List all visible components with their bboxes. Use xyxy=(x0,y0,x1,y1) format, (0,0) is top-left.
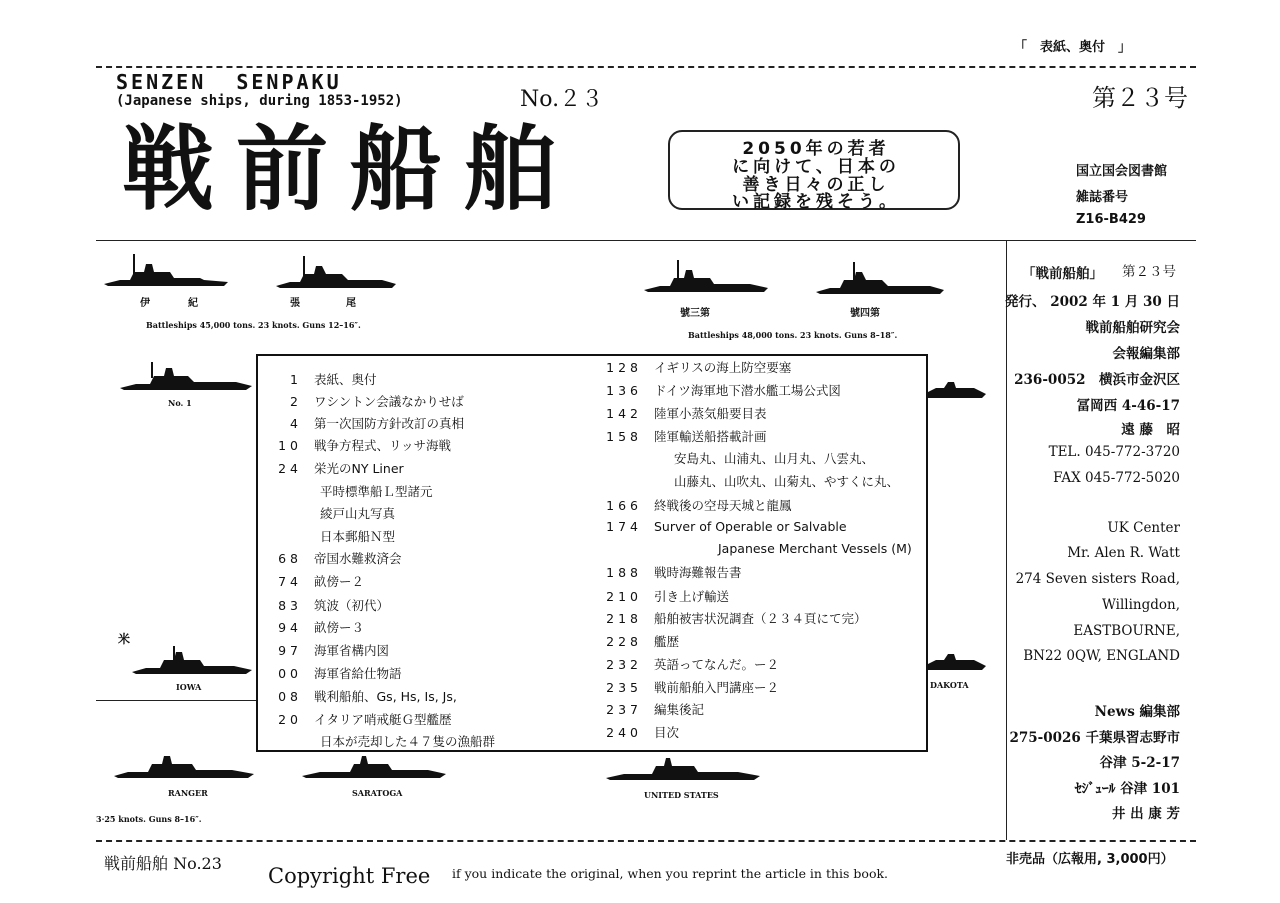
caption-ise-1: 伊 xyxy=(140,298,150,309)
sidebar-divider xyxy=(1006,240,1007,840)
colophon-postal-city: 236-0052 横浜市金沢区 xyxy=(1014,372,1180,388)
toc-subitem: 日本郵船Ｎ型 xyxy=(320,529,396,544)
caption-top-right-spec: Battleships 48,000 tons. 23 knots. Guns 8–18″. xyxy=(688,330,898,340)
battleship-silhouettes-top-left xyxy=(100,250,400,300)
toc-item: 94 畝傍ー３ xyxy=(278,620,365,635)
caption-dakota: DAKOTA xyxy=(930,680,969,690)
toc-item: 210 引き上げ輸送 xyxy=(606,589,730,604)
colophon-title: 「戦前船舶」 xyxy=(1022,266,1103,282)
toc-subitem: 綾戸山丸写真 xyxy=(320,506,396,521)
news-dept: News 編集部 xyxy=(1094,704,1180,720)
page-header-label: 「 表紙、奥付 」 xyxy=(1014,40,1132,55)
toc-item: 174 Surver of Operable or Salvable xyxy=(606,519,847,534)
toc-item: 68 帝国水難救済会 xyxy=(278,551,402,566)
caption-bottom-spec: 3·25 knots. Guns 8–16″. xyxy=(96,814,202,824)
table-of-contents xyxy=(256,354,928,752)
battleship-silhouettes-top-right xyxy=(640,258,950,302)
colophon-fax: FAX 045-772-5020 xyxy=(1053,470,1180,486)
toc-item: 235 戦前船舶入門講座ー２ xyxy=(606,680,780,695)
toc-subitem: Japanese Merchant Vessels (M) xyxy=(718,541,912,556)
caption-owari-2: 尾 xyxy=(346,298,356,309)
colophon-org: 戦前船舶研究会 xyxy=(1085,320,1180,336)
toc-item: 24 栄光のNY Liner xyxy=(278,461,404,476)
caption-no3: 號三第 xyxy=(680,308,710,319)
price: 非売品（広報用, 3,000円） xyxy=(1006,852,1174,867)
uk-address-3: EASTBOURNE, xyxy=(1073,623,1180,639)
issue-number-ja: 第２３号 xyxy=(1092,84,1188,112)
english-title: SENZEN SENPAKU xyxy=(116,70,342,94)
kanji-title: 戦前船舶 xyxy=(122,116,579,223)
top-dashed-rule xyxy=(96,66,1196,68)
bottom-dashed-rule xyxy=(96,840,1196,842)
toc-item: 228 艦歴 xyxy=(606,634,680,649)
toc-item: 08 戦利船舶、Gs, Hs, Is, Js, xyxy=(278,689,457,704)
toc-item: 83 筑波（初代） xyxy=(278,598,390,613)
toc-item: 1 表紙、奥付 xyxy=(290,372,377,387)
footer-title: 戦前船舶 No.23 xyxy=(104,854,222,873)
toc-subitem: 平時標準船Ｌ型諸元 xyxy=(320,484,433,499)
ship-right-partial-silhouette xyxy=(924,374,988,402)
uk-center: UK Center xyxy=(1107,520,1180,536)
copyright: Copyright Free xyxy=(268,864,431,888)
caption-iowa: IOWA xyxy=(176,682,202,692)
ndl-code: Z16-B429 xyxy=(1076,212,1146,227)
toc-item: 2 ワシントン会議なかりせば xyxy=(290,394,464,409)
uk-address-2: Willingdon, xyxy=(1101,597,1180,613)
us-mark: 米 xyxy=(118,632,131,646)
masthead-rule xyxy=(96,240,1196,241)
colophon-tel: TEL. 045-772-3720 xyxy=(1048,444,1180,460)
colophon-address: 冨岡西 4-46-17 xyxy=(1076,398,1180,414)
ship-united-states-silhouette xyxy=(604,752,764,786)
toc-item: 240 目次 xyxy=(606,725,680,740)
toc-item: 97 海軍省構内図 xyxy=(278,643,390,658)
uk-name: Mr. Alen R. Watt xyxy=(1067,545,1180,561)
toc-item: 136 ドイツ海軍地下潜水艦工場公式図 xyxy=(606,383,841,398)
ship-ranger-silhouette xyxy=(112,750,258,784)
toc-subitem: 安島丸、山浦丸、山月丸、八雲丸、 xyxy=(674,451,875,466)
ship-iowa-silhouette xyxy=(130,646,256,678)
issue-number: No.２３ xyxy=(520,87,604,112)
ship-saratoga-silhouette xyxy=(300,752,450,784)
caption-saratoga: SARATOGA xyxy=(352,788,403,798)
toc-subitem: 日本が売却した４７隻の漁船群 xyxy=(320,734,496,749)
caption-top-left-spec: Battleships 45,000 tons. 23 knots. Guns 12–16″. xyxy=(146,320,361,330)
news-address-1: 谷津 5-2-17 xyxy=(1099,755,1180,771)
english-subtitle: (Japanese ships, during 1853-1952) xyxy=(116,93,403,109)
news-name: 井 出 康 芳 xyxy=(1111,806,1180,822)
caption-no1: No. 1 xyxy=(168,398,192,408)
caption-ise-2: 紀 xyxy=(188,298,198,309)
colophon-dept: 会報編集部 xyxy=(1112,346,1180,362)
copyright-note: if you indicate the original, when you reprint the article in this book. xyxy=(452,866,889,881)
toc-item: 142 陸軍小蒸気船要目表 xyxy=(606,406,767,421)
toc-item: 128 イギリスの海上防空要塞 xyxy=(606,360,792,375)
toc-subitem: 山藤丸、山吹丸、山菊丸、やすくに丸、 xyxy=(674,474,900,489)
colophon-name: 遠 藤 昭 xyxy=(1121,422,1180,438)
toc-item: 00 海軍省給仕物語 xyxy=(278,666,402,681)
ship-no1-silhouette xyxy=(116,362,256,394)
toc-item: 166 終戦後の空母天城と龍鳳 xyxy=(606,498,792,513)
colophon-issue: 第２３号 xyxy=(1122,264,1176,280)
toc-item: 10 戦争方程式、リッサ海戦 xyxy=(278,438,452,453)
slogan-box xyxy=(668,130,960,210)
uk-address-4: BN22 0QW, ENGLAND xyxy=(1023,648,1180,664)
ndl-label: 雑誌番号 xyxy=(1076,190,1129,205)
slogan-line-1: 2050年の若者 xyxy=(742,139,890,159)
slogan-line-3: 善き日々の正し xyxy=(742,175,890,195)
uk-address-1: 274 Seven sisters Road, xyxy=(1015,571,1180,587)
slogan-line-2: に向けて、日本の xyxy=(732,157,900,177)
toc-item: 218 船舶被害状況調査（２３４頁にて完） xyxy=(606,611,867,626)
toc-item: 74 畝傍ー２ xyxy=(278,574,365,589)
caption-ranger: RANGER xyxy=(168,788,208,798)
toc-item: 232 英語ってなんだ。ー２ xyxy=(606,657,780,672)
caption-no4: 號四第 xyxy=(850,308,880,319)
colophon-published: 発行、 2002 年 1 月 30 日 xyxy=(1005,294,1180,310)
news-postal: 275-0026 千葉県習志野市 xyxy=(1009,730,1180,746)
ship-dakota-silhouette xyxy=(924,646,988,674)
toc-item: 20 イタリア哨戒艇Ｇ型艦歴 xyxy=(278,712,452,727)
caption-united-states: UNITED STATES xyxy=(644,790,719,800)
toc-item: 188 戦時海難報告書 xyxy=(606,565,742,580)
ndl-library: 国立国会図書館 xyxy=(1076,164,1168,179)
slogan-line-4: い記録を残そう。 xyxy=(732,192,900,212)
toc-item: 237 編集後記 xyxy=(606,702,705,717)
ship-row-rule-left xyxy=(96,700,256,701)
toc-item: 4 第一次国防方針改訂の真相 xyxy=(290,416,465,431)
news-address-2: ｾｼﾞｭｰﾙ 谷津 101 xyxy=(1074,781,1180,797)
toc-item: 158 陸軍輸送船搭載計画 xyxy=(606,429,767,444)
caption-owari-1: 張 xyxy=(290,298,300,309)
